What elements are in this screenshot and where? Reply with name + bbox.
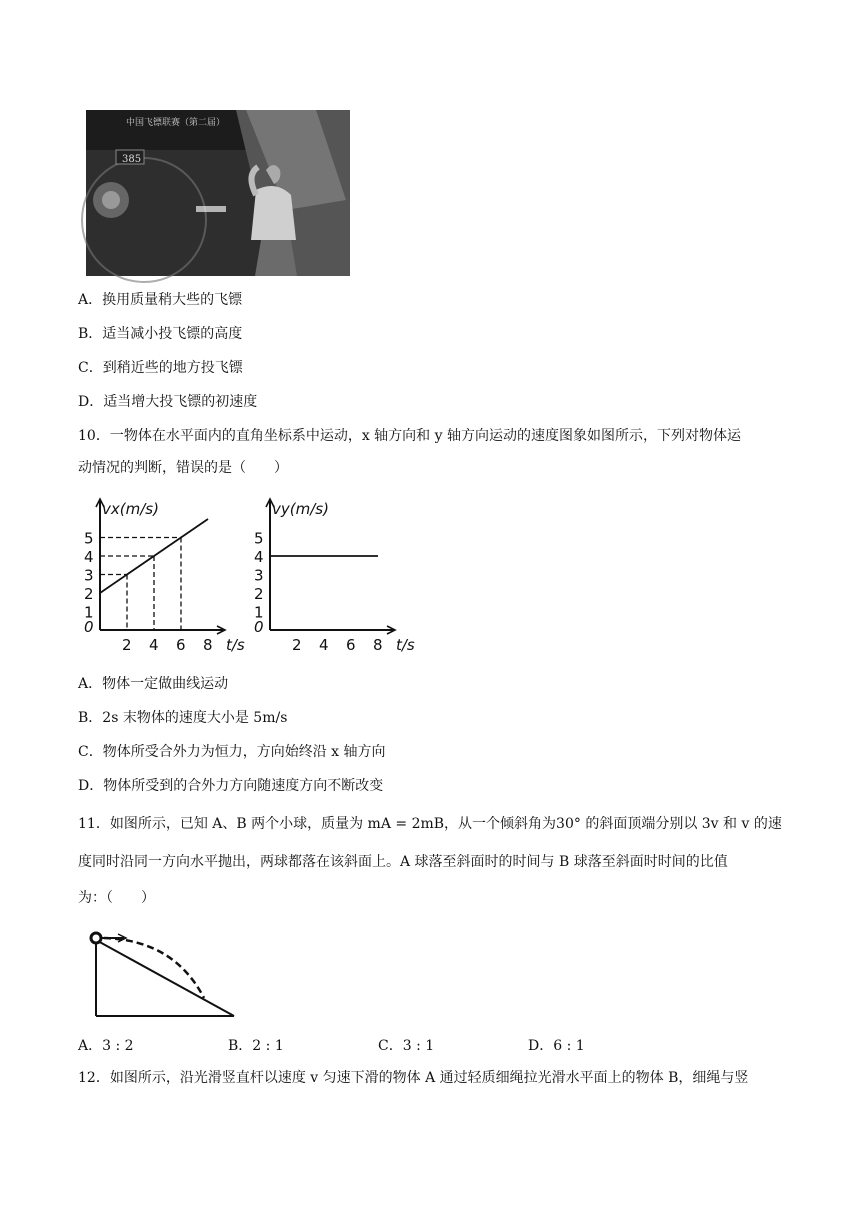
y-tick-label: 2 [254,585,264,603]
x-tick-label: 4 [149,636,159,654]
x-axis-label: t/s [226,636,245,654]
y-tick-label: 1 [84,603,94,622]
y-tick-label: 5 [254,529,264,548]
darts-photo [86,110,350,276]
y-tick-label: 5 [84,529,94,548]
photo-banner-text: 中国飞镖联赛（第二届） [126,118,226,128]
x-tick-label: 2 [122,636,132,654]
q11-stem-line2: 度同时沿同一方向水平抛出，两球都落在该斜面上。A 球落至斜面时的时间与 B 球落至斜面时时间的比值 [78,854,728,870]
q11-option-a: A．3 : 2 [78,1038,134,1054]
q11-option-d: D．6 : 1 [528,1038,585,1054]
x-tick-label: 6 [346,636,356,654]
y-axis-label: vy(m/s) [272,500,329,518]
y-tick-label: 4 [84,548,94,566]
x-axis-label: t/s [396,636,415,654]
incline-diagram [84,928,244,1024]
q9-option-b: B．适当减小投飞镖的高度 [78,326,243,342]
q9-option-a: A．换用质量稍大些的飞镖 [78,292,243,308]
vx-chart [78,494,245,658]
q10-option-a: A．物体一定做曲线运动 [78,676,229,692]
x-tick-label: 8 [203,636,213,654]
q10-option-c: C．物体所受合外力为恒力，方向始终沿 x 轴方向 [78,744,386,760]
incline-slope [96,940,234,1016]
trajectory-dashed [104,938,204,998]
x-tick-label: 2 [292,636,302,654]
y-axis-label: vx(m/s) [102,500,159,518]
origin-label: 0 [84,618,94,636]
q10-option-b: B．2s 末物体的速度大小是 5m/s [78,710,288,726]
q9-option-c: C．到稍近些的地方投飞镖 [78,360,243,376]
q10-stem-line1: 10．一物体在水平面内的直角坐标系中运动，x 轴方向和 y 轴方向运动的速度图象如图所示，下列对物体运 [78,428,741,444]
vy-chart [248,494,418,658]
ball-icon [91,933,101,943]
photo-score-text: 385 [122,154,142,165]
q11-option-c: C．3 : 1 [378,1038,435,1054]
q11-stem-line1: 11．如图所示，已知 A、B 两个小球，质量为 mA = 2mB，从一个倾斜角为30° 的斜面顶端分别以 3v 和 v 的速 [78,816,782,832]
q9-option-d: D．适当增大投飞镖的初速度 [78,394,258,410]
x-tick-label: 4 [319,636,329,654]
x-tick-label: 8 [373,636,383,654]
q12-stem-line1: 12．如图所示，沿光滑竖直杆以速度 v 匀速下滑的物体 A 通过轻质细绳拉光滑水平面上的物体 B，细绳与竖 [78,1070,749,1086]
q11-stem-line3: 为：（ ） [78,890,155,906]
x-tick-label: 6 [176,636,186,654]
y-tick-label: 3 [84,566,94,585]
y-tick-label: 4 [254,548,264,566]
y-tick-label: 3 [254,566,264,585]
q10-option-d: D．物体所受到的合外力方向随速度方向不断改变 [78,778,384,794]
origin-label: 0 [254,618,264,636]
y-tick-label: 1 [254,603,264,622]
y-tick-label: 2 [84,585,94,603]
q11-option-b: B．2 : 1 [228,1038,284,1054]
q10-stem-line2: 动情况的判断，错误的是（ ） [78,460,288,476]
